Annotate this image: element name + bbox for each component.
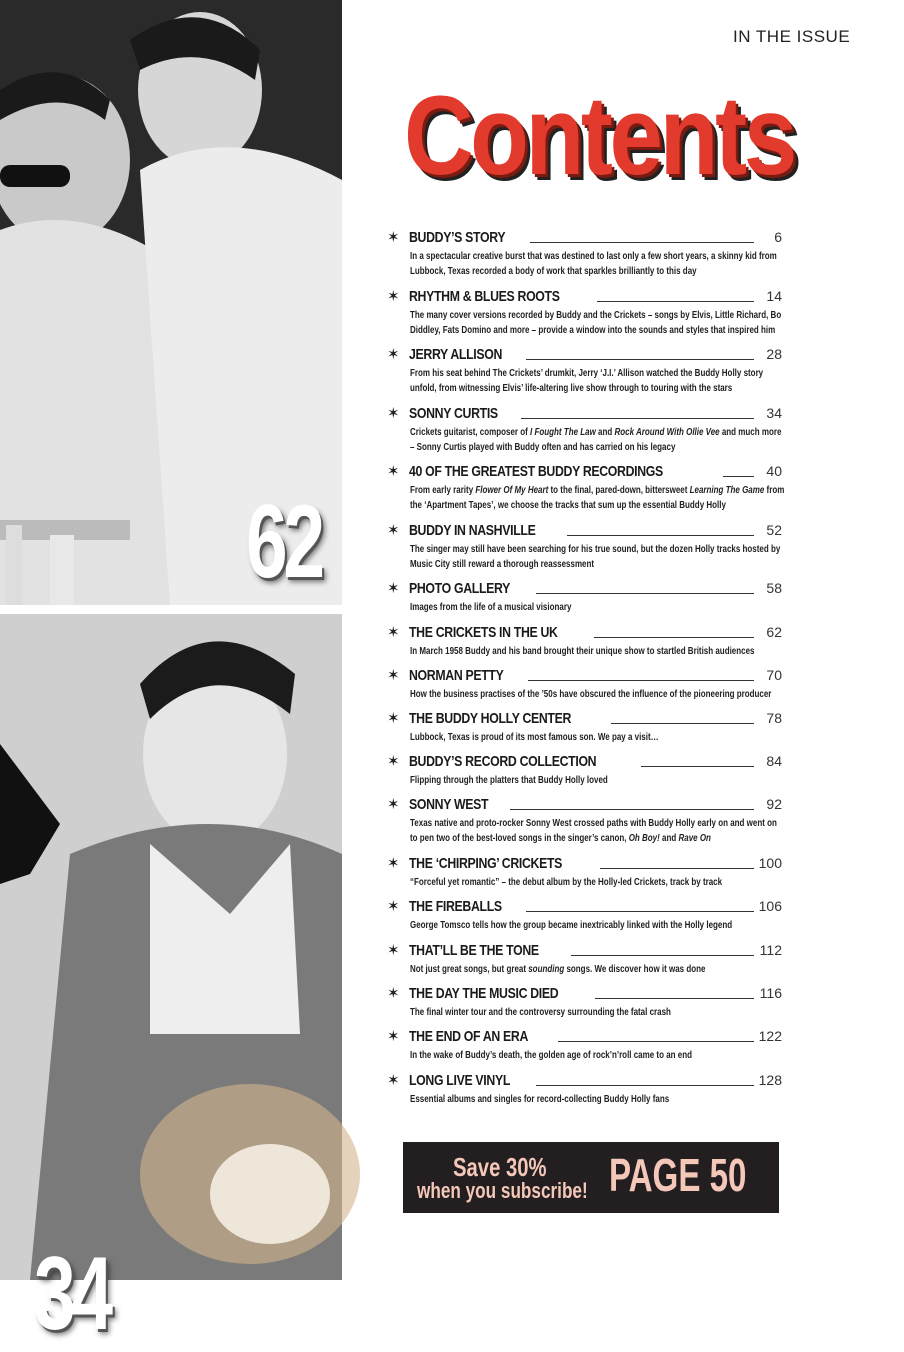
toc-entry-title: PHOTO GALLERY <box>409 580 510 597</box>
toc-entry[interactable] <box>387 710 782 745</box>
italic-title: Rock Around With Ollie Vee <box>614 427 720 438</box>
toc-entry-row <box>387 229 782 246</box>
toc-entry-page: 34 <box>766 405 782 421</box>
toc-entry-title: 40 OF THE GREATEST BUDDY RECORDINGS <box>409 463 663 480</box>
toc-entry-title: THE END OF AN ERA <box>409 1028 529 1045</box>
toc-entry-title: SONNY WEST <box>409 796 489 813</box>
leader-line <box>526 910 754 912</box>
star-icon: ✶ <box>387 346 400 363</box>
toc-entry-title: THAT’LL BE THE TONE <box>409 942 539 959</box>
toc-entry[interactable] <box>387 580 782 615</box>
toc-entry-page: 112 <box>759 942 782 958</box>
leader-line <box>641 765 754 767</box>
toc-entry-title: LONG LIVE VINYL <box>409 1072 511 1089</box>
toc-entry-title: THE DAY THE MUSIC DIED <box>409 985 559 1002</box>
toc-entry-page: 128 <box>758 1072 782 1088</box>
toc-entry[interactable] <box>387 288 782 338</box>
star-icon: ✶ <box>387 898 400 915</box>
toc-entry-row <box>387 1028 782 1045</box>
toc-entry[interactable] <box>387 1028 782 1063</box>
toc-entry-title: BUDDY’S STORY <box>409 229 506 246</box>
toc-entry-row <box>387 346 782 363</box>
description-text: Crickets guitarist, composer of <box>410 427 531 438</box>
subscribe-offer: Save 30% <box>453 1152 547 1182</box>
toc-entry-description <box>410 483 786 513</box>
toc-entry-description: The singer may still have been searching for his true sound, but the dozen Holly tracks hosted by Music City still reward a thorough reassessment <box>410 544 781 570</box>
toc-entry-description: From his seat behind The Crickets’ drumkit, Jerry ‘J.I.’ Allison watched the Buddy Holly story unfold, from witnessing Elvis’ life-altering live show through to touring with the stars <box>410 368 764 394</box>
toc-entry-row <box>387 710 782 727</box>
toc-entry-row <box>387 288 782 305</box>
description-text: songs. We discover how it was done <box>564 964 706 975</box>
leader-line <box>510 808 754 810</box>
toc-entry[interactable] <box>387 898 782 933</box>
toc-entry[interactable] <box>387 1072 782 1107</box>
description-text: and <box>595 427 615 438</box>
leader-line <box>571 954 754 956</box>
toc-entry[interactable] <box>387 855 782 890</box>
description-text: from the ‘Apartment Tapes’, we choose the tracks that sum up the essential Buddy Holly <box>410 485 785 511</box>
description-text: and much more – Sonny Curtis played with Buddy often and has carried on his legacy <box>410 427 782 453</box>
toc-entry-row <box>387 580 782 597</box>
toc-entry[interactable] <box>387 753 782 788</box>
toc-entry-description: Flipping through the platters that Buddy Holly loved <box>410 775 608 786</box>
leader-line <box>530 241 754 243</box>
toc-entry-title: JERRY ALLISON <box>409 346 503 363</box>
description-text: and <box>659 833 679 844</box>
toc-entry-page: 58 <box>766 580 782 596</box>
toc-entry[interactable] <box>387 346 782 396</box>
toc-entry-description: The many cover versions recorded by Buddy and the Crickets – songs by Elvis, Little Richard, Bo Diddley, Fats Domino and more – provide a window into the sounds and styles that inspired him <box>410 310 782 336</box>
description-text: From early rarity <box>410 485 476 496</box>
star-icon: ✶ <box>387 1028 400 1045</box>
toc-entry[interactable] <box>387 463 785 513</box>
toc-entry-description: In March 1958 Buddy and his band brought their unique show to startled British audiences <box>410 646 755 657</box>
toc-entry-description: Images from the life of a musical visionary <box>410 602 572 613</box>
toc-entry-description: “Forceful yet romantic” – the debut album by the Holly-led Crickets, track by track <box>410 877 723 888</box>
toc-entry-page: 100 <box>758 855 782 871</box>
leader-line <box>521 417 754 419</box>
toc-entry[interactable] <box>387 405 782 455</box>
leader-line <box>723 475 754 477</box>
toc-entry-row <box>387 405 782 422</box>
leader-line <box>536 1084 754 1086</box>
leader-line <box>558 1040 754 1042</box>
toc-entry-title: THE ‘CHIRPING’ CRICKETS <box>409 855 563 872</box>
star-icon: ✶ <box>387 710 400 727</box>
star-icon: ✶ <box>387 942 400 959</box>
toc-entry-row <box>387 898 782 915</box>
star-icon: ✶ <box>387 985 400 1002</box>
toc-entry-page: 70 <box>766 667 782 683</box>
toc-entry-title: BUDDY’S RECORD COLLECTION <box>409 753 597 770</box>
toc-entry-row <box>387 667 782 684</box>
toc-entry-page: 14 <box>766 288 782 304</box>
description-text: Not just great songs, but great <box>410 964 529 975</box>
description-text: to the final, pared-down, bittersweet <box>548 485 690 496</box>
leader-line <box>567 534 754 536</box>
toc-entry-page: 106 <box>758 898 782 914</box>
toc-entry-page: 6 <box>774 229 782 245</box>
page-number-62: 62 <box>246 484 321 600</box>
toc-entry-page: 84 <box>766 753 782 769</box>
photo-buddy-and-jerry <box>0 0 342 605</box>
star-icon: ✶ <box>387 624 400 641</box>
toc-entry-description: Essential albums and singles for record-collecting Buddy Holly fans <box>410 1094 670 1105</box>
star-icon: ✶ <box>387 1072 400 1089</box>
leader-line <box>611 722 754 724</box>
italic-title: Oh Boy! <box>628 833 660 844</box>
leader-line <box>536 592 754 594</box>
star-icon: ✶ <box>387 288 400 305</box>
toc-entry-title: RHYTHM & BLUES ROOTS <box>409 288 560 305</box>
star-icon: ✶ <box>387 753 400 770</box>
toc-entry-row <box>387 624 782 641</box>
toc-entry-description: How the business practises of the ’50s have obscured the influence of the pioneering producer <box>410 689 772 700</box>
leader-line <box>528 679 754 681</box>
leader-line <box>597 300 754 302</box>
toc-entry[interactable] <box>387 942 782 977</box>
toc-entry-description: In the wake of Buddy’s death, the golden age of rock’n’roll came to an end <box>410 1050 692 1061</box>
page-number-34: 34 <box>34 1236 109 1352</box>
star-icon: ✶ <box>387 463 400 480</box>
italic-title: sounding <box>528 964 565 975</box>
toc-entry-row <box>387 463 782 480</box>
star-icon: ✶ <box>387 667 400 684</box>
italic-title: Rave On <box>678 833 711 844</box>
italic-title: Flower Of My Heart <box>475 485 549 496</box>
star-icon: ✶ <box>387 580 400 597</box>
star-icon: ✶ <box>387 855 400 872</box>
star-icon: ✶ <box>387 796 400 813</box>
toc-entry-page: 122 <box>758 1028 782 1044</box>
toc-entry[interactable] <box>387 624 782 659</box>
toc-entry[interactable] <box>387 985 782 1020</box>
star-icon: ✶ <box>387 405 400 422</box>
toc-entry-page: 116 <box>759 985 782 1001</box>
italic-title: Learning The Game <box>689 485 765 496</box>
toc-entry-description <box>410 962 786 977</box>
toc-entry-title: THE BUDDY HOLLY CENTER <box>409 710 572 727</box>
leader-line <box>600 867 754 869</box>
leader-line <box>526 358 754 360</box>
toc-entry-row <box>387 985 782 1002</box>
subscribe-tagline: when you subscribe! <box>417 1178 588 1203</box>
toc-entry-row <box>387 942 782 959</box>
italic-title: I Fought The Law <box>530 427 596 438</box>
description-text: Texas native and proto-rocker Sonny West crossed paths with Buddy Holly early on and went on to pen two of the best-loved songs in the singer’s canon, <box>410 818 777 844</box>
photo-illustration <box>0 614 342 1280</box>
toc-entry-title: THE FIREBALLS <box>409 898 502 915</box>
toc-entry-title: SONNY CURTIS <box>409 405 498 422</box>
toc-entry-row <box>387 522 782 539</box>
subscribe-banner[interactable] <box>403 1142 779 1213</box>
toc-entry-page: 62 <box>766 624 782 640</box>
toc-entry-description: Lubbock, Texas is proud of its most famous son. We pay a visit… <box>410 732 659 743</box>
toc-entry-page: 78 <box>766 710 782 726</box>
section-label: IN THE ISSUE <box>733 27 851 46</box>
toc-entry-page: 52 <box>766 522 782 538</box>
star-icon: ✶ <box>387 522 400 539</box>
toc-entry-page: 92 <box>766 796 782 812</box>
toc-entry-row <box>387 796 782 813</box>
toc-entry-row <box>387 753 782 770</box>
subscribe-page: PAGE 50 <box>609 1149 747 1201</box>
leader-line <box>595 997 754 999</box>
toc-entry-description: George Tomsco tells how the group became inextricably linked with the Holly legend <box>410 920 733 931</box>
toc-entry[interactable] <box>387 667 782 702</box>
toc-entry[interactable] <box>387 522 782 572</box>
toc-entry-title: THE CRICKETS IN THE UK <box>409 624 558 641</box>
toc-entry[interactable] <box>387 229 782 279</box>
leader-line <box>594 636 754 638</box>
toc-entry-description: In a spectacular creative burst that was destined to last only a few short years, a skinny kid from Lubbock, Texas recorded a body of work that sparkles brilliantly to this day <box>410 251 777 277</box>
toc-entry-description <box>410 816 786 846</box>
toc-entry-row <box>387 855 782 872</box>
toc-entry-title: NORMAN PETTY <box>409 667 504 684</box>
toc-entry-page: 40 <box>766 463 782 479</box>
toc-entry-description <box>410 425 786 455</box>
photo-sonny-curtis <box>0 614 342 1352</box>
toc-entry-row <box>387 1072 782 1089</box>
toc-entry-description: The final winter tour and the controversy surrounding the fatal crash <box>410 1007 671 1018</box>
page-title: Contents <box>404 73 794 198</box>
toc-entry[interactable] <box>387 796 782 846</box>
toc-entry-title: BUDDY IN NASHVILLE <box>409 522 536 539</box>
star-icon: ✶ <box>387 229 400 246</box>
toc-entry-page: 28 <box>766 346 782 362</box>
